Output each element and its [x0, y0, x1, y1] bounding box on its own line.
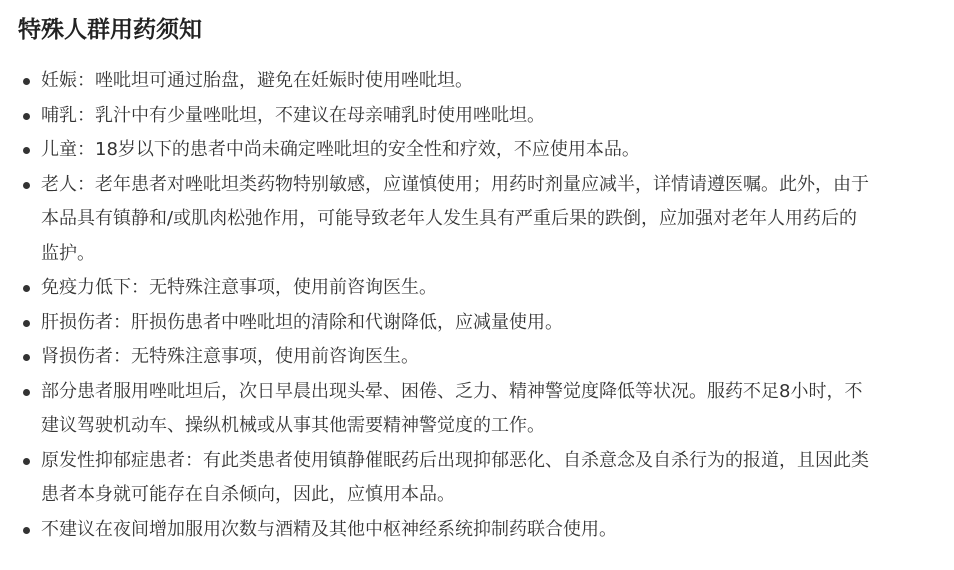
list-item [0, 99, 954, 134]
list-item [0, 133, 954, 168]
bullet-icon [23, 458, 30, 465]
list-item-text-line: 老人：老年患者对唑吡坦类药物特别敏感，应谨慎使用；用药时剂量应减半，详情请遵医嘱。此外，由于 [41, 173, 869, 195]
list-item-text-line: 部分患者服用唑吡坦后，次日早晨出现头晕、困倦、乏力、精神警觉度降低等状况。服药不足8小时，不 [41, 380, 863, 402]
bullet-icon [23, 285, 30, 292]
bullet-icon [23, 389, 30, 396]
list-item [0, 306, 954, 341]
list-item-text-line: 妊娠：唑吡坦可通过胎盘，避免在妊娠时使用唑吡坦。 [41, 70, 473, 91]
list-item [0, 168, 954, 272]
list-item-text-line: 建议驾驶机动车、操纵机械或从事其他需要精神警觉度的工作。 [41, 415, 545, 436]
list-item [0, 444, 954, 513]
bullet-icon [23, 78, 30, 85]
list-item [0, 340, 954, 375]
bullet-icon [23, 527, 30, 534]
list-item-text-line: 哺乳：乳汁中有少量唑吡坦，不建议在母亲哺乳时使用唑吡坦。 [41, 104, 545, 126]
list-item-text-line: 肝损伤者：肝损伤患者中唑吡坦的清除和代谢降低，应减量使用。 [41, 311, 563, 333]
list-item [0, 64, 954, 99]
precaution-list [0, 64, 954, 547]
section-title: 特殊人群用药须知 [18, 17, 202, 43]
list-item-text-line: 本品具有镇静和/或肌肉松弛作用，可能导致老年人发生具有严重后果的跌倒，应加强对老年人用药后的 [41, 208, 858, 229]
list-item-text-line: 儿童：18岁以下的患者中尚未确定唑吡坦的安全性和疗效，不应使用本品。 [41, 139, 640, 160]
list-item-text-line: 肾损伤者：无特殊注意事项，使用前咨询医生。 [41, 346, 419, 367]
list-item-text-line: 原发性抑郁症患者：有此类患者使用镇静催眠药后出现抑郁恶化、自杀意念及自杀行为的报道，且因此类 [41, 449, 869, 471]
list-item-text-line: 不建议在夜间增加服用次数与酒精及其他中枢神经系统抑制药联合使用。 [41, 518, 617, 540]
list-item [0, 375, 954, 444]
bullet-icon [23, 320, 30, 327]
bullet-icon [23, 354, 30, 361]
bullet-icon [23, 182, 30, 189]
list-item-text-line: 免疫力低下：无特殊注意事项，使用前咨询医生。 [41, 277, 437, 298]
list-item [0, 513, 954, 548]
bullet-icon [23, 113, 30, 120]
list-item-text-line: 监护。 [41, 242, 95, 264]
list-item [0, 271, 954, 306]
bullet-icon [23, 147, 30, 154]
list-item-text-line: 患者本身就可能存在自杀倾向，因此，应慎用本品。 [41, 484, 455, 505]
